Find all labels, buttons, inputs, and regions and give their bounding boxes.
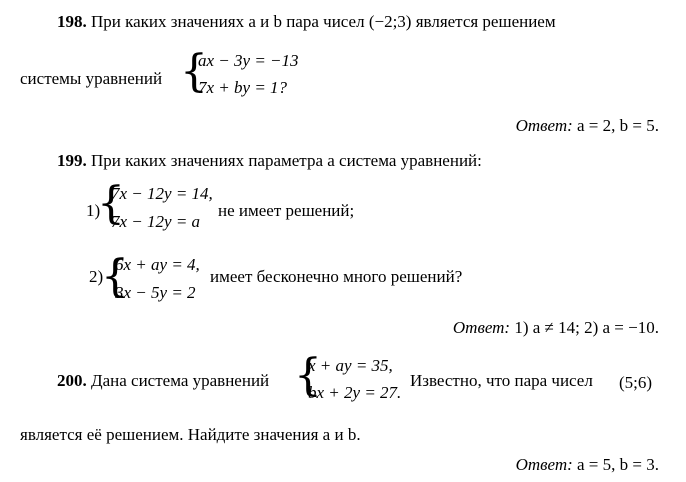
equation: bx + 2y = 27. xyxy=(308,383,402,402)
brace-icon: { xyxy=(97,178,125,229)
answer-value: a = 2, b = 5. xyxy=(577,116,659,135)
brace-icon: { xyxy=(180,46,208,97)
equation: 7x + by = 1? xyxy=(198,78,288,97)
problem-200-text: Дана система уравнений xyxy=(91,371,270,390)
answer-199 xyxy=(453,318,659,338)
problem-199-number: 199. xyxy=(57,151,87,170)
problem-199-line1 xyxy=(57,151,482,171)
brace-icon: { xyxy=(294,350,322,401)
answer-198 xyxy=(516,116,659,136)
problem-200-line2: является её решением. Найдите значения a и b. xyxy=(20,425,361,444)
problem-198-line1 xyxy=(57,12,661,32)
problem-200-text-tail: Известно, что пара чисел xyxy=(410,371,593,390)
answer-label: Ответ: xyxy=(515,455,573,474)
answer-200 xyxy=(516,455,659,475)
equation: 7x − 12y = a xyxy=(111,212,201,231)
problem-200-line1 xyxy=(57,371,269,391)
equation: 3x − 5y = 2 xyxy=(115,283,196,302)
equation: 7x − 12y = 14, xyxy=(111,184,213,203)
sub-label: 2) xyxy=(89,267,104,286)
answer-value: a = 5, b = 3. xyxy=(577,455,659,474)
problem-200-pair: (5;6) xyxy=(619,373,653,392)
sub-label: 1) xyxy=(86,201,101,220)
problem-198-line2: системы уравнений xyxy=(20,69,163,88)
problem-199-sub2-text: имеет бесконечно много решений? xyxy=(210,267,463,286)
equation: 6x + ay = 4, xyxy=(115,255,200,274)
problem-198-number: 198. xyxy=(57,12,87,31)
answer-label: Ответ: xyxy=(515,116,573,135)
equation: x + ay = 35, xyxy=(308,356,393,375)
equation: ax − 3y = −13 xyxy=(198,51,299,70)
brace-icon: { xyxy=(101,251,129,302)
answer-value: 1) a ≠ 14; 2) a = −10. xyxy=(514,318,659,337)
answer-label: Ответ: xyxy=(452,318,511,337)
problem-199-text: При каких значениях параметра a система уравнений: xyxy=(91,151,482,170)
problem-199-sub1-text: не имеет решений; xyxy=(218,201,355,220)
problem-200-number: 200. xyxy=(57,371,87,390)
problem-198-text: При каких значениях a и b пара чисел (−2;3) является решением xyxy=(91,12,556,31)
